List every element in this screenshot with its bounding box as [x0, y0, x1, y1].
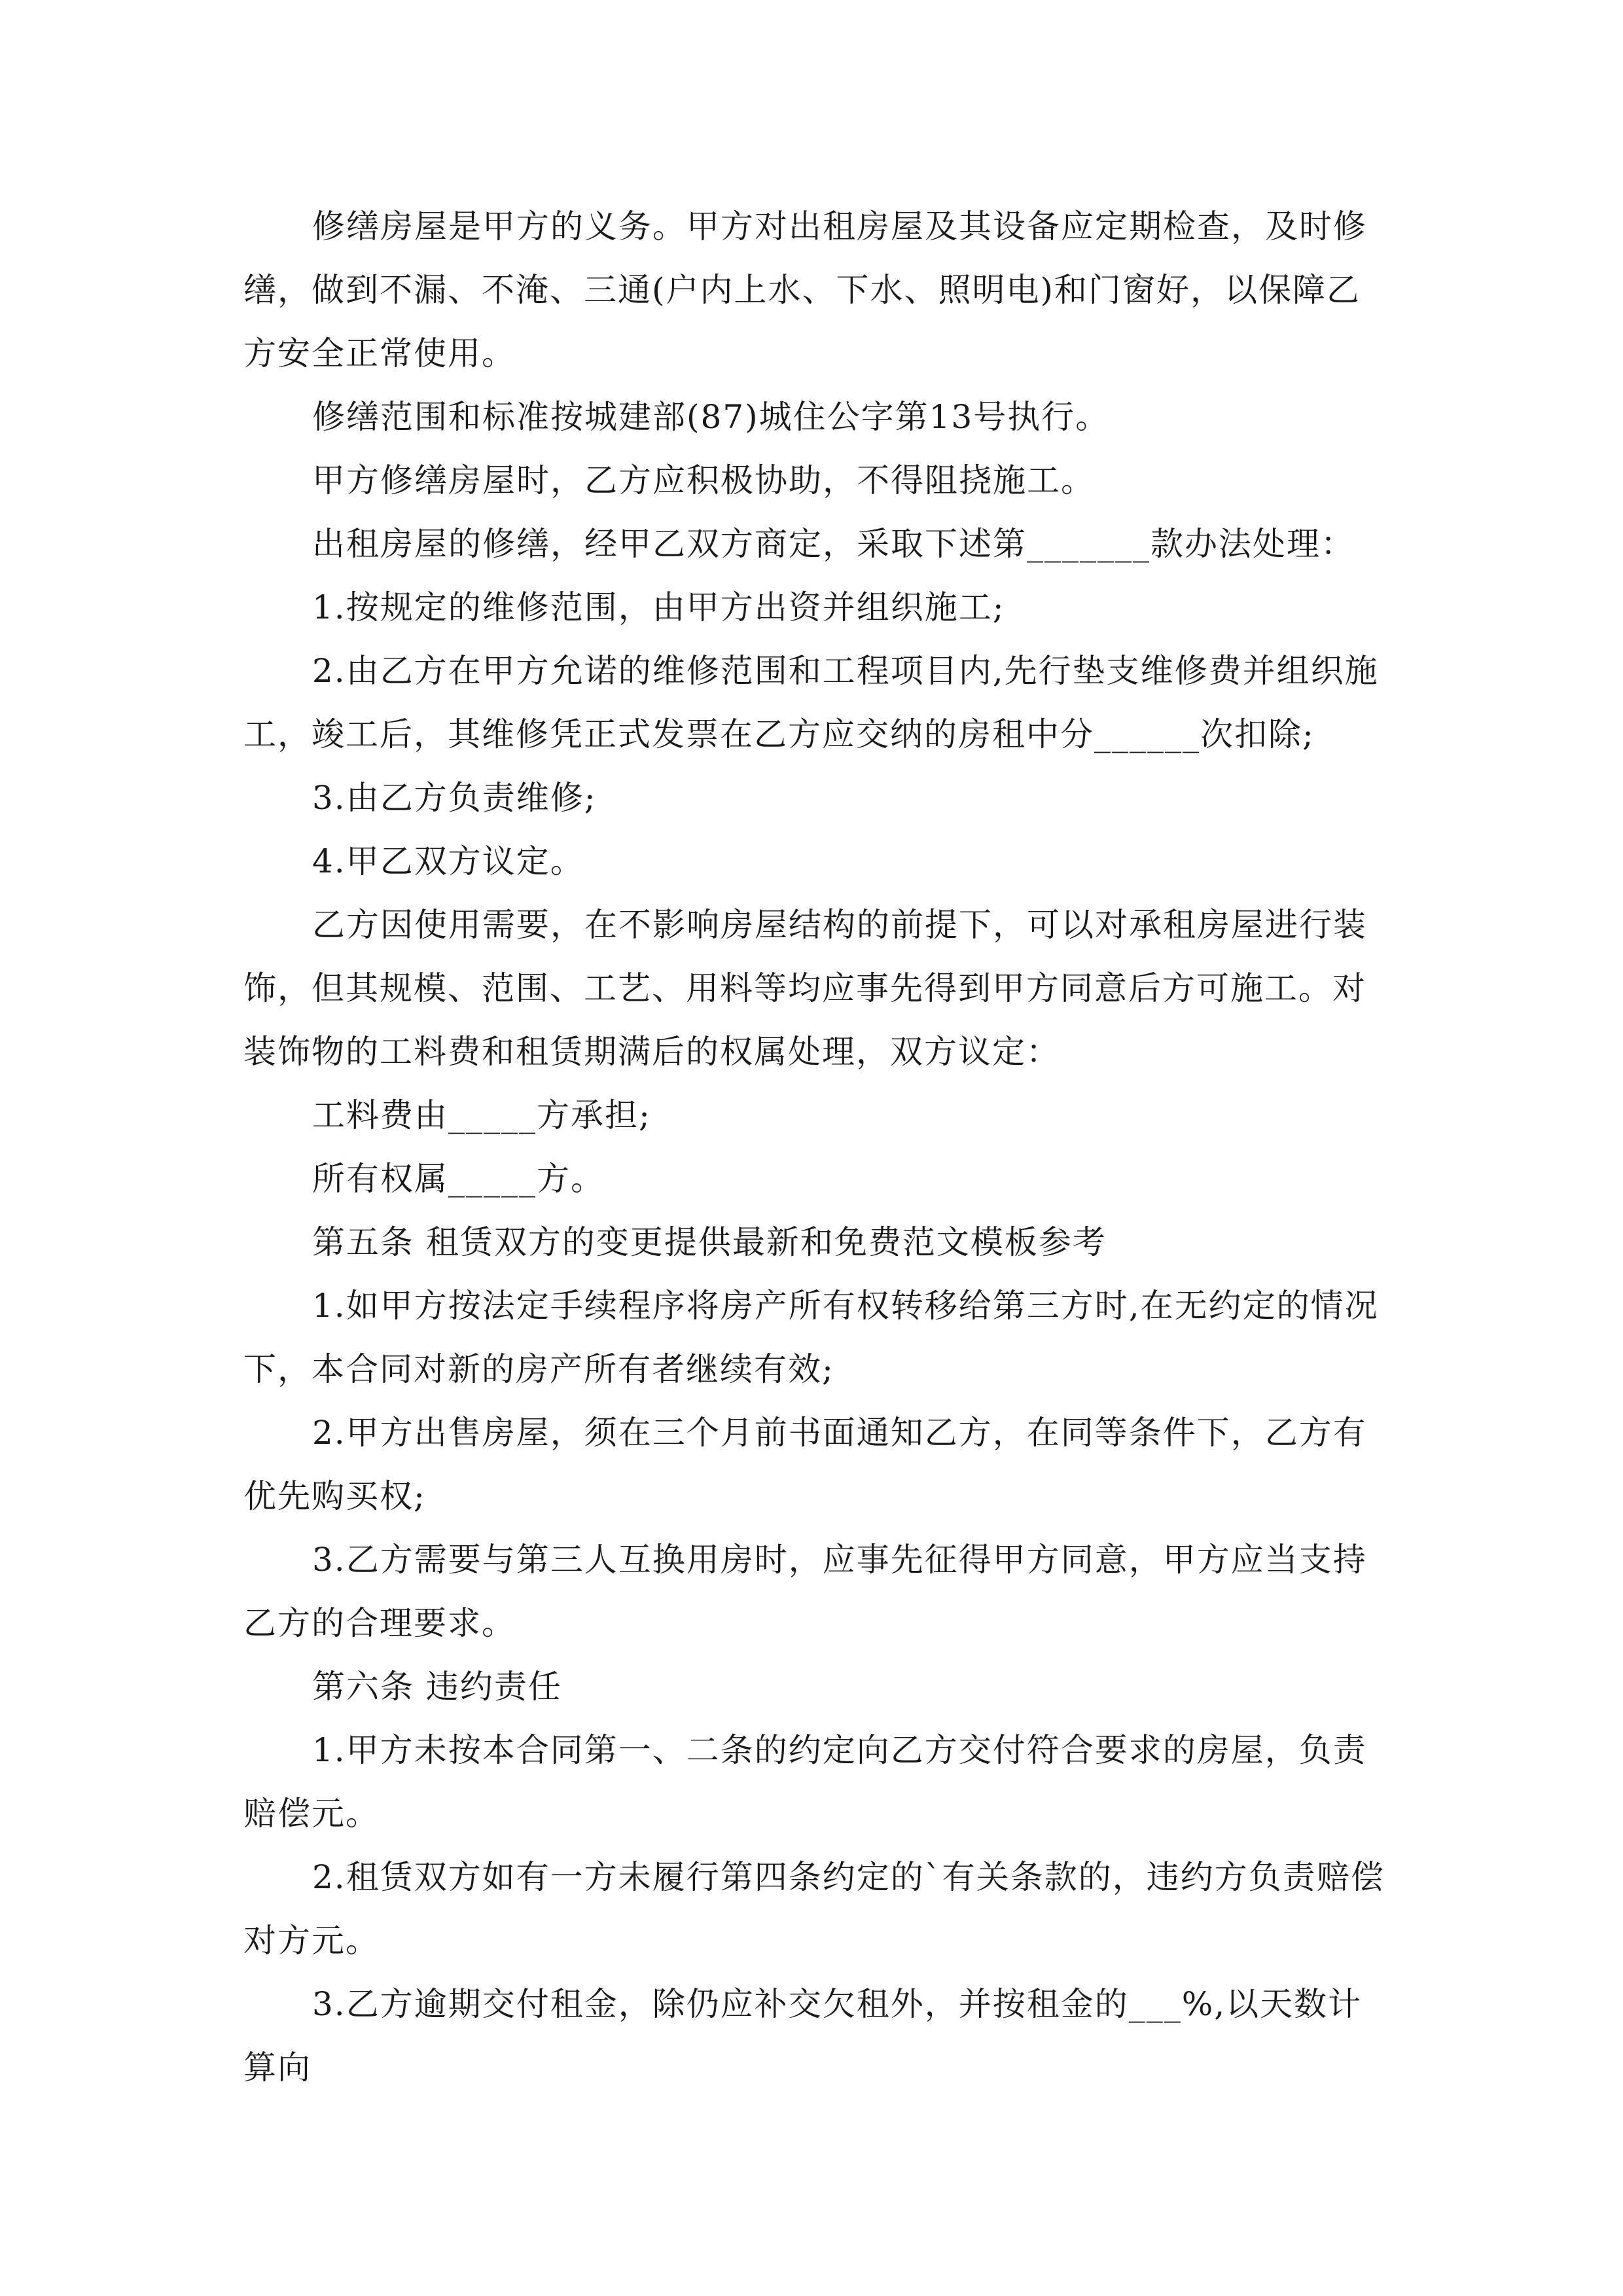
list-item-breach-3: 3.乙方逾期交付租金，除仍应补交欠租外，并按租金的___%,以天数计算向	[243, 1985, 1363, 2087]
list-item-method-3: 3.由乙方负责维修;	[312, 779, 597, 817]
list-item-method-4: 4.甲乙双方议定。	[312, 842, 584, 880]
list-item-change-2: 2.甲方出售房屋，须在三个月前书面通知乙方，在同等条件下，乙方有优先购买权;	[243, 1414, 1367, 1515]
list-item-breach-1: 1.甲方未按本合同第一、二条的约定向乙方交付符合要求的房屋，负责赔偿元。	[243, 1731, 1367, 1833]
list-item-change-1: 1.如甲方按法定手续程序将房产所有权转移给第三方时,在无约定的情况下，本合同对新的房产所有者继续有效;	[243, 1287, 1379, 1388]
paragraph-repair-duty: 修缮房屋是甲方的义务。甲方对出租房屋及其设备应定期检查，及时修缮，做到不漏、不淹、三通(户内上水、下水、照明电)和门窗好，以保障乙方安全正常使用。	[243, 207, 1367, 372]
paragraph-ownership: 所有权属_____方。	[312, 1160, 605, 1198]
document-body	[243, 195, 1389, 2100]
list-item-method-1: 1.按规定的维修范围，由甲方出资并组织施工;	[312, 588, 1005, 626]
paragraph-decoration: 乙方因使用需要，在不影响房屋结构的前提下，可以对承租房屋进行装饰，但其规模、范围、工艺、用料等均应事先得到甲方同意后方可施工。对装饰物的工料费和租赁期满后的权属处理，双方议定：	[243, 906, 1367, 1071]
paragraph-tenant-assist: 甲方修缮房屋时，乙方应积极协助，不得阻挠施工。	[312, 461, 1095, 499]
list-item-change-3: 3.乙方需要与第三人互换用房时，应事先征得甲方同意，甲方应当支持乙方的合理要求。	[243, 1541, 1367, 1642]
paragraph-repair-method: 出租房屋的修缮，经甲乙双方商定，采取下述第_______款办法处理：	[312, 525, 1355, 563]
paragraph-repair-scope: 修缮范围和标准按城建部(87)城住公字第13号执行。	[312, 398, 1110, 436]
list-item-breach-2: 2.租赁双方如有一方未履行第四条约定的`有关条款的，违约方负责赔偿对方元。	[243, 1858, 1385, 1960]
section-heading-article-5: 第五条 租赁双方的变更提供最新和免费范文模板参考	[312, 1223, 1107, 1261]
paragraph-material-cost: 工料费由_____方承担;	[312, 1096, 651, 1134]
list-item-method-2: 2.由乙方在甲方允诺的维修范围和工程项目内,先行垫支维修费并组织施工，竣工后，其维修凭正式发票在乙方应交纳的房租中分______次扣除;	[243, 652, 1379, 753]
section-heading-article-6: 第六条 违约责任	[312, 1668, 562, 1706]
